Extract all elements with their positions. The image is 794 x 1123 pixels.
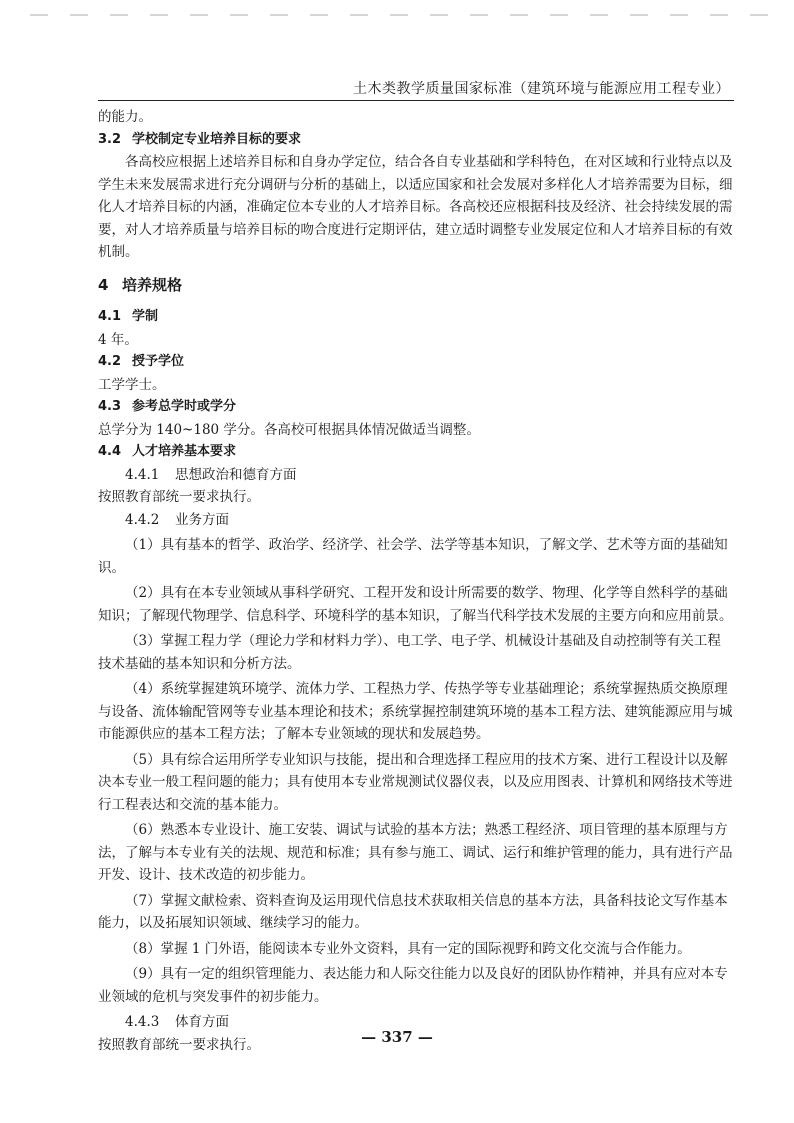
section-number: 4.4.1	[125, 466, 160, 483]
section-number: 3.2	[98, 131, 122, 147]
section-title: 授予学位	[132, 354, 185, 369]
subsection-4-4-3-body: 按照教育部统一要求执行。	[98, 1036, 260, 1053]
section-4-heading	[98, 274, 734, 297]
section-title: 参考总学时或学分	[132, 399, 237, 414]
section-number: 4.3	[98, 399, 122, 414]
subsection-4-4-1-body: 按照教育部统一要求执行。	[98, 489, 260, 505]
section-title: 体育方面	[175, 1014, 229, 1030]
requirement-item: （1）具有基本的哲学、政治学、经济学、社会学、法学等基本知识，了解文学、艺术等方面的基础知识。	[98, 537, 728, 576]
section-number: 4.2	[98, 354, 122, 369]
subsection-3-2-heading	[98, 129, 734, 152]
section-number: 4.1	[98, 309, 122, 324]
requirement-item: （9）具有一定的组织管理能力、表达能力和人际交往能力以及良好的团队协作精神，并具有应对本专业领域的危机与突发事件的初步能力。	[98, 966, 728, 1005]
requirement-item: （8）掌握 1 门外语，能阅读本专业外文资料，具有一定的国际视野和跨文化交流与合作能力。	[125, 940, 691, 957]
page-body	[98, 106, 734, 1056]
requirement-item: （4）系统掌握建筑环境学、流体力学、工程热力学、传热学等专业基础理论；系统掌握热质交换原理与设备、流体输配管网等专业基本理论和技术；系统掌握控制建筑环境的基本工程方法、建筑能源应用与城市能源供应的基本工程方法；了解本专业领域的现状和发展趋势。	[98, 681, 733, 742]
section-title: 培养规格	[122, 275, 183, 294]
carryover-text: 的能力。	[98, 109, 152, 125]
scan-artifact	[30, 14, 770, 16]
section-number: 4.4	[98, 444, 122, 459]
section-number: 4.4.3	[125, 1014, 160, 1030]
header-rule	[98, 100, 734, 101]
requirement-item: （5）具有综合运用所学专业知识与技能，提出和合理选择工程应用的技术方案、进行工程设计以及解决本专业一般工程问题的能力；具有使用本专业常规测试仪器仪表，以及应用图表、计算机和网络技术等进行工程表达和交流的基本能力。	[98, 751, 733, 813]
subsection-4-4-1-heading	[98, 464, 734, 487]
section-title: 学校制定专业培养目标的要求	[132, 131, 302, 147]
subsection-4-2-body: 工学学士。	[98, 376, 166, 393]
section-title: 业务方面	[175, 511, 229, 528]
section-number: 4	[98, 275, 109, 294]
section-number: 4.4.2	[125, 511, 160, 528]
subsection-4-1-body: 4 年。	[98, 331, 138, 348]
subsection-4-3-body: 总学分为 140~180 学分。各高校可根据具体情况做适当调整。	[98, 421, 480, 438]
requirement-item: （3）掌握工程力学（理论力学和材料力学）、电工学、电子学、机械设计基础及自动控制等有关工程技术基础的基本知识和分析方法。	[98, 633, 721, 672]
subsection-4-4-2-heading	[98, 509, 734, 532]
subsection-4-4-heading	[98, 441, 734, 464]
subsection-3-2-paragraph: 各高校应根据上述培养目标和自身办学定位，结合各自专业基础和学科特色，在对区域和行业特点以及学生未来发展需求进行充分调研与分析的基础上，以适应国家和社会发展对多样化人才培养需要为目标，细化人才培养目标的内涵，准确定位本专业的人才培养目标。各高校还应根据科技及经济、社会持续发展的需要，对人才培养质量与培养目标的吻合度进行定期评估，建立适时调整专业发展定位和人才培养目标的有效机制。	[98, 154, 733, 260]
requirement-item: （7）掌握文献检索、资料查询及运用现代信息技术获取相关信息的基本方法，具备科技论文写作基本能力，以及拓展知识领域、继续学习的能力。	[98, 892, 728, 931]
subsection-4-2-heading	[98, 351, 734, 374]
requirement-item: （2）具有在本专业领域从事科学研究、工程开发和设计所需要的数学、物理、化学等自然科学的基础知识；了解现代物理学、信息科学、环境科学的基本知识，了解当代科学技术发展的主要方向和应用前景。	[98, 585, 733, 624]
page-number: — 337 —	[361, 1028, 433, 1046]
section-title: 思想政治和德育方面	[175, 466, 297, 483]
section-title: 学制	[132, 309, 159, 324]
subsection-4-3-heading	[98, 396, 734, 419]
section-title: 人才培养基本要求	[132, 444, 237, 459]
running-header: 土木类教学质量国家标准（建筑环境与能源应用工程专业）	[353, 81, 730, 97]
requirement-item: （6）熟悉本专业设计、施工安装、调试与试验的基本方法；熟悉工程经济、项目管理的基本原理与方法，了解与本专业有关的法规、规范和标准；具有参与施工、调试、运行和维护管理的能力，具有进行产品开发、设计、技术改造的初步能力。	[98, 822, 733, 883]
subsection-4-1-heading	[98, 306, 734, 329]
